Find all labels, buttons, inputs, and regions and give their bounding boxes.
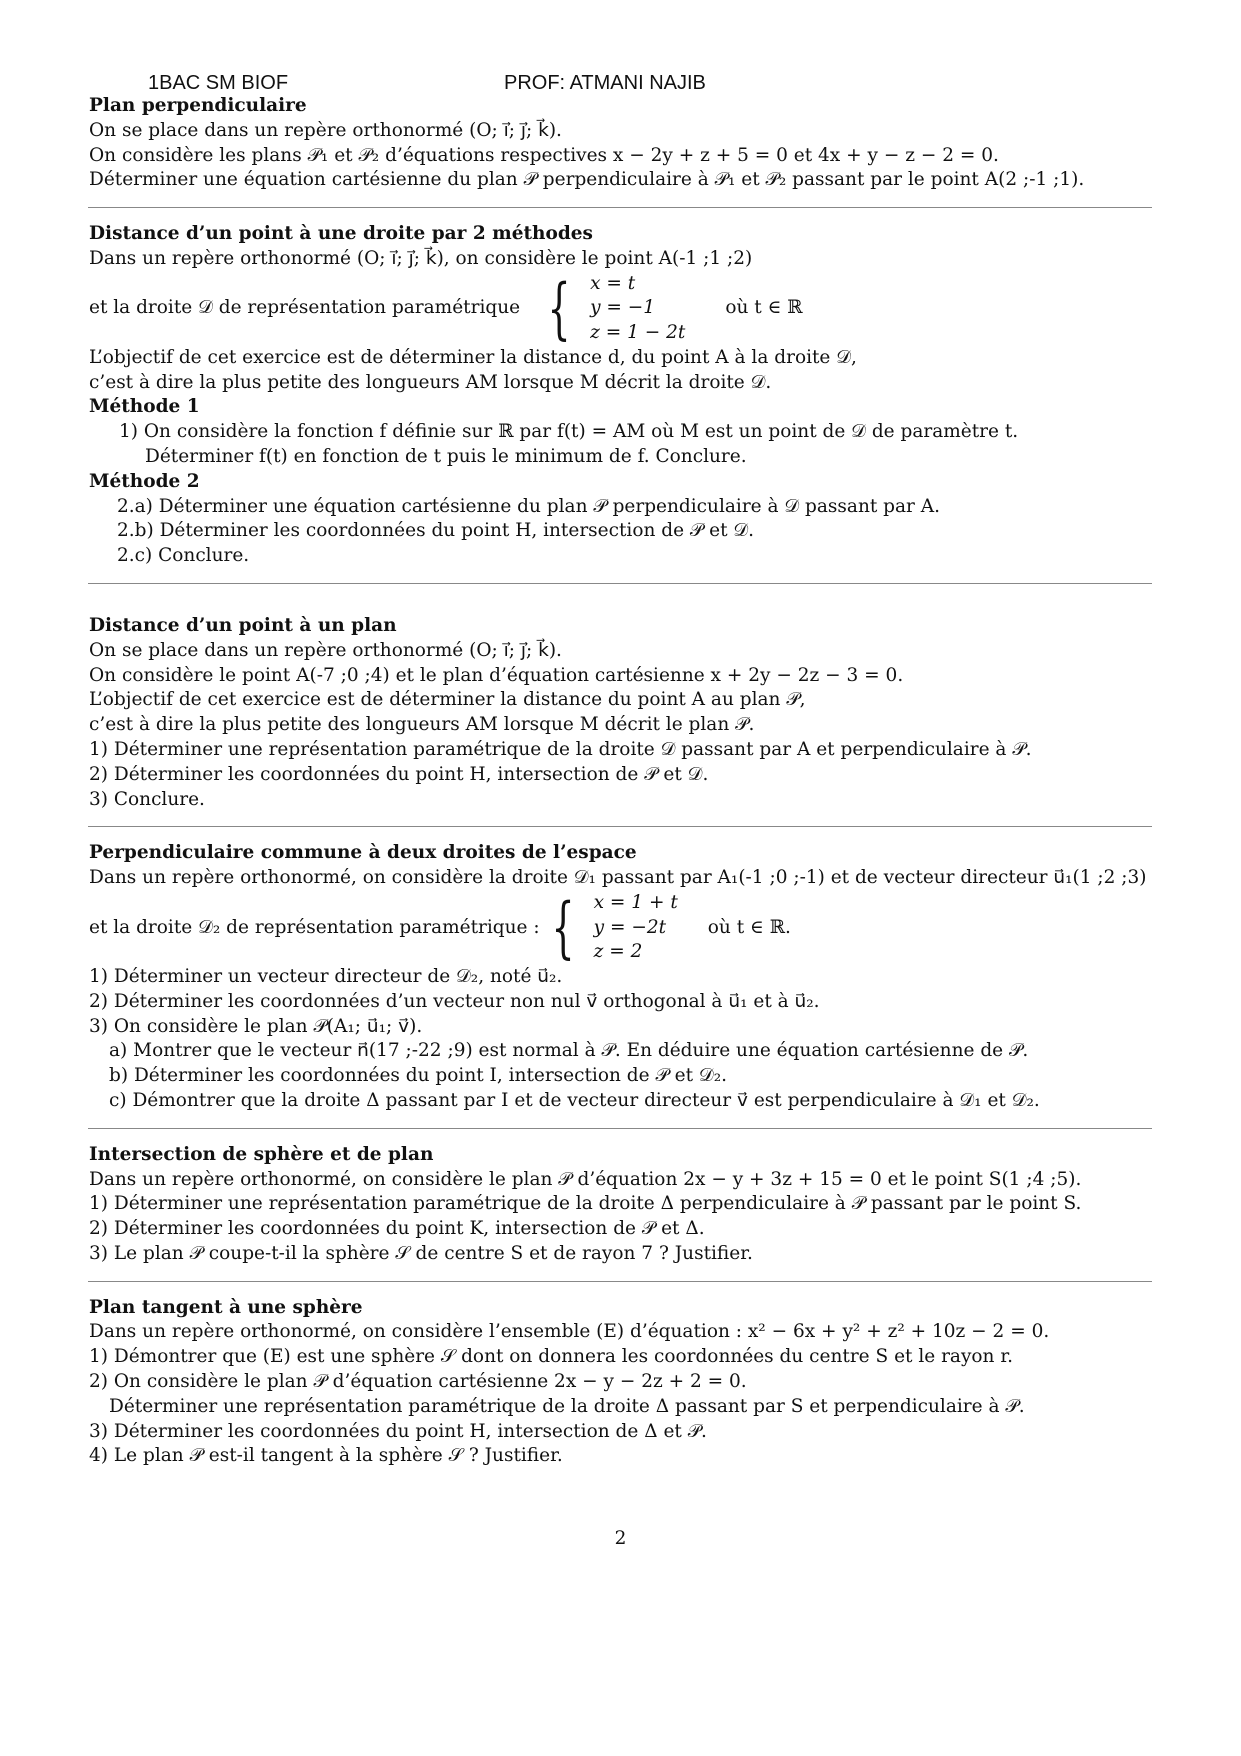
text-line: c’est à dire la plus petite des longueurs AM lorsque M décrit le plan 𝒫.: [89, 714, 755, 736]
question-line: 3) On considère le plan 𝒫(A₁; u⃗₁; v⃗).: [89, 1015, 423, 1037]
section-intersection-sphere-plan: [89, 1143, 1149, 1267]
section-title: Distance d’un point à une droite par 2 méthodes: [89, 223, 593, 245]
text-line: On se place dans un repère orthonormé (O; i⃗; j⃗; k⃗).: [89, 639, 562, 661]
text-line: On considère les plans 𝒫₁ et 𝒫₂ d’équations respectives x − 2y + z + 5 = 0 et 4x + y − z − 2 = 0.: [89, 144, 999, 166]
divider: [88, 1281, 1152, 1282]
left-brace: {: [551, 888, 575, 966]
question-line: 3) Déterminer les coordonnées du point H, intersection de Δ et 𝒫.: [89, 1420, 707, 1442]
teacher-label: PROF: ATMANI NAJIB: [504, 72, 706, 94]
text-line: Dans un repère orthonormé, on considère le plan 𝒫 d’équation 2x − y + 3z + 15 = 0 et le point S(1 ;4 ;5).: [89, 1168, 1082, 1190]
text-line: L’objectif de cet exercice est de déterminer la distance d, du point A à la droite 𝒟,: [89, 346, 857, 368]
question-line: 3) Conclure.: [89, 788, 205, 810]
equation: z = 1 − 2t: [590, 322, 686, 344]
equation: x = 1 + t: [593, 891, 678, 913]
section-title: Plan perpendiculaire: [89, 95, 307, 116]
document-body: [89, 94, 1149, 1469]
parametric-system: [89, 888, 1149, 966]
question-line: 2.a) Déterminer une équation cartésienne du plan 𝒫 perpendiculaire à 𝒟 passant par A.: [117, 495, 941, 517]
system-label: et la droite 𝒟 de représentation paramétrique: [89, 297, 521, 319]
text-line: On considère le point A(-7 ;0 ;4) et le plan d’équation cartésienne x + 2y − 2z − 3 = 0.: [89, 664, 904, 686]
method-title: Méthode 2: [89, 470, 200, 492]
section-plan-perpendiculaire: [89, 94, 1149, 193]
equation: y = −1: [590, 297, 656, 319]
question-line: 2) Déterminer les coordonnées d’un vecteur non nul v⃗ orthogonal à u⃗₁ et à u⃗₂.: [89, 990, 820, 1012]
question-line: 1) Déterminer un vecteur directeur de 𝒟₂, noté u⃗₂.: [89, 965, 563, 987]
equation: x = t: [590, 272, 636, 294]
text-line: Dans un repère orthonormé, on considère la droite 𝒟₁ passant par A₁(-1 ;0 ;-1) et de vecteur directeur u⃗₁(1 ;2 ;3): [89, 867, 1147, 889]
sub-question-line: b) Déterminer les coordonnées du point I, intersection de 𝒫 et 𝒟₂.: [109, 1065, 727, 1087]
section-distance-point-droite: [89, 222, 1149, 569]
question-line: 1) On considère la fonction f définie sur ℝ par f(t) = AM où M est un point de 𝒟 de paramètre t.: [119, 421, 1019, 443]
left-brace: {: [547, 269, 571, 347]
page-number: 2: [614, 1528, 627, 1549]
system-domain: où t ∈ ℝ.: [707, 916, 791, 938]
question-line: 1) Déterminer une représentation paramétrique de la droite Δ perpendiculaire à 𝒫 passant par le point S.: [89, 1193, 1082, 1215]
question-line: 1) Démontrer que (E) est une sphère 𝒮 dont on donnera les coordonnées du centre S et le rayon r.: [89, 1346, 1014, 1368]
question-line: 2) On considère le plan 𝒫 d’équation cartésienne 2x − y − 2z + 2 = 0.: [89, 1371, 747, 1393]
section-plan-tangent: [89, 1296, 1149, 1470]
sub-question-line: a) Montrer que le vecteur n⃗(17 ;-22 ;9) est normal à 𝒫. En déduire une équation cartésienne de 𝒫.: [109, 1040, 1029, 1062]
question-line: 1) Déterminer une représentation paramétrique de la droite 𝒟 passant par A et perpendiculaire à 𝒫.: [89, 738, 1032, 760]
section-title: Plan tangent à une sphère: [89, 1296, 363, 1318]
question-line: 4) Le plan 𝒫 est-il tangent à la sphère 𝒮 ? Justifier.: [89, 1445, 563, 1467]
question-line: 2.c) Conclure.: [117, 545, 250, 567]
equation: z = 2: [593, 941, 643, 963]
text-line: c’est à dire la plus petite des longueurs AM lorsque M décrit la droite 𝒟.: [89, 371, 772, 393]
text-line: Déterminer une équation cartésienne du plan 𝒫 perpendiculaire à 𝒫₁ et 𝒫₂ passant par le point A(2 ;-1 ;1).: [89, 169, 1085, 191]
section-title: Intersection de sphère et de plan: [89, 1143, 434, 1165]
text-line: L’objectif de cet exercice est de déterminer la distance du point A au plan 𝒫,: [89, 689, 806, 711]
class-label: 1BAC SM BIOF: [148, 72, 289, 94]
equation: y = −2t: [593, 916, 667, 938]
text-line: On se place dans un repère orthonormé (O; i⃗; j⃗; k⃗).: [89, 119, 562, 141]
question-line: Déterminer f(t) en fonction de t puis le minimum de f. Conclure.: [145, 445, 747, 467]
divider: [88, 583, 1152, 584]
sub-question-line: c) Démontrer que la droite Δ passant par I et de vecteur directeur v⃗ est perpendiculaire à 𝒟₁ et 𝒟₂.: [109, 1089, 1040, 1111]
text-line: Dans un repère orthonormé (O; i⃗; j⃗; k⃗), on considère le point A(-1 ;1 ;2): [89, 247, 753, 269]
system-domain: où t ∈ ℝ: [725, 297, 803, 319]
question-line: 2) Déterminer les coordonnées du point K, intersection de 𝒫 et Δ.: [89, 1218, 705, 1240]
divider: [88, 826, 1152, 827]
question-line: Déterminer une représentation paramétrique de la droite Δ passant par S et perpendiculaire à 𝒫.: [109, 1395, 1025, 1417]
question-line: 3) Le plan 𝒫 coupe-t-il la sphère 𝒮 de centre S et de rayon 7 ? Justifier.: [89, 1242, 753, 1264]
text-line: Dans un repère orthonormé, on considère l’ensemble (E) d’équation : x² − 6x + y² + z² + 10z − 2 = 0.: [89, 1321, 1050, 1343]
method-title: Méthode 1: [89, 396, 200, 418]
parametric-system: [89, 269, 1149, 347]
section-title: Perpendiculaire commune à deux droites de l’espace: [89, 842, 637, 864]
section-perpendiculaire-commune: [89, 841, 1149, 1113]
section-title: Distance d’un point à un plan: [89, 614, 397, 636]
divider: [88, 207, 1152, 208]
system-label: et la droite 𝒟₂ de représentation paramétrique :: [89, 916, 540, 938]
section-distance-point-plan: [89, 614, 1149, 812]
question-line: 2) Déterminer les coordonnées du point H, intersection de 𝒫 et 𝒟.: [89, 763, 709, 785]
divider: [88, 1128, 1152, 1129]
system-equations: [594, 891, 678, 965]
system-equations: [590, 272, 685, 346]
question-line: 2.b) Déterminer les coordonnées du point H, intersection de 𝒫 et 𝒟.: [117, 520, 755, 542]
